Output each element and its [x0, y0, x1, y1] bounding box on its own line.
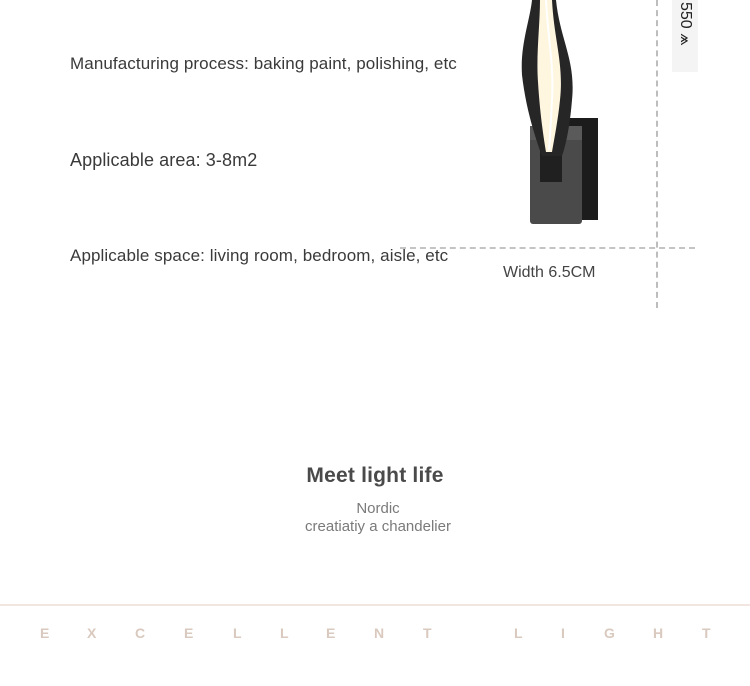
banner-letter: L	[233, 625, 242, 641]
section-title: Meet light life	[306, 464, 444, 487]
section-subtitle-2: creatiatiy a chandelier	[305, 518, 451, 535]
banner-letter: C	[135, 625, 146, 641]
banner-letter: E	[184, 625, 194, 641]
banner-letter: L	[514, 625, 523, 641]
banner-letter: E	[40, 625, 50, 641]
banner-letter: T	[423, 625, 432, 641]
excellent-light-banner	[0, 625, 750, 645]
height-label: 550 ⩕	[677, 2, 694, 46]
section-subtitle-1: Nordic	[356, 500, 400, 517]
banner-letter: N	[374, 625, 385, 641]
height-dimension-line	[656, 0, 658, 308]
banner-letter: H	[653, 625, 664, 641]
spec-manufacturing-process: Manufacturing process: baking paint, polishing, etc	[70, 54, 457, 73]
spec-applicable-area: Applicable area: 3-8m2	[70, 150, 258, 170]
banner-letter: E	[326, 625, 336, 641]
banner-letter: I	[561, 625, 565, 641]
wall-lamp-image	[500, 0, 610, 230]
banner-letter: X	[87, 625, 97, 641]
banner-letter: L	[280, 625, 289, 641]
banner-letter: G	[604, 625, 615, 641]
banner-letter: T	[702, 625, 711, 641]
width-dimension-line	[400, 247, 695, 249]
width-label: Width 6.5CM	[503, 264, 596, 281]
spec-applicable-space: Applicable space: living room, bedroom, aisle, etc	[70, 246, 449, 265]
section-divider	[0, 604, 750, 606]
